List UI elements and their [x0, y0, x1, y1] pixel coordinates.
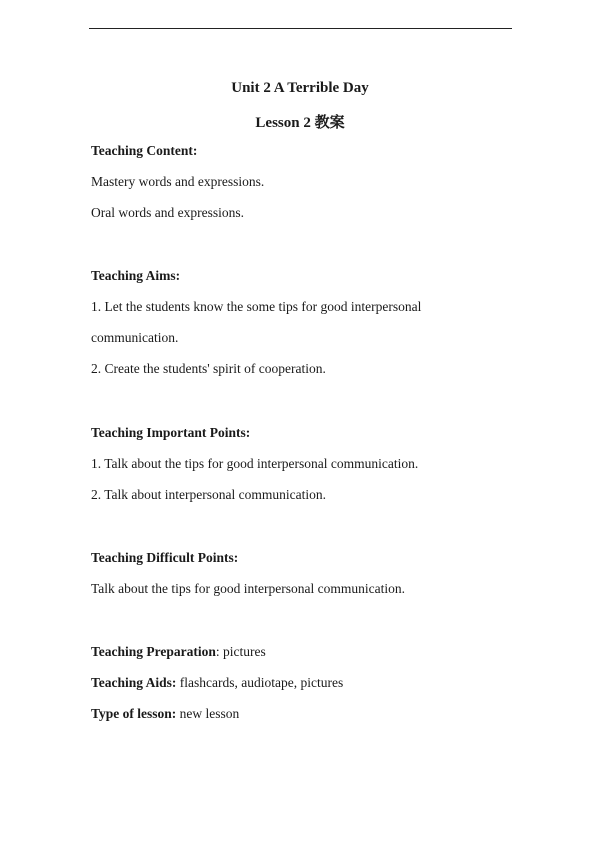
teaching-aids-value: flashcards, audiotape, pictures	[176, 675, 344, 690]
teaching-content-heading: Teaching Content:	[91, 143, 198, 158]
teaching-aids	[91, 675, 343, 691]
difficult-points-heading: Teaching Difficult Points:	[91, 550, 239, 565]
teaching-aims-item: communication.	[91, 330, 179, 345]
teaching-aims-heading: Teaching Aims:	[91, 268, 181, 283]
teaching-aims-item: 1. Let the students know the some tips for good interpersonal	[91, 299, 422, 314]
lesson-type	[91, 706, 239, 722]
document-subtitle: Lesson 2 教案	[255, 115, 345, 131]
document-title: Unit 2 A Terrible Day	[231, 80, 369, 96]
teaching-preparation-label: Teaching Preparation	[91, 644, 216, 659]
teaching-content-item: Mastery words and expressions.	[91, 174, 265, 189]
header-rule	[89, 28, 512, 29]
teaching-aids-label: Teaching Aids:	[91, 675, 177, 690]
teaching-preparation	[91, 644, 266, 660]
teaching-preparation-value: : pictures	[215, 644, 266, 659]
lesson-type-value: new lesson	[176, 706, 240, 721]
important-points-item: 1. Talk about the tips for good interpersonal communication.	[91, 456, 419, 471]
lesson-type-label: Type of lesson:	[91, 706, 177, 721]
difficult-points-item: Talk about the tips for good interpersonal communication.	[91, 581, 405, 596]
important-points-item: 2. Talk about interpersonal communication.	[91, 487, 326, 502]
important-points-heading: Teaching Important Points:	[91, 425, 251, 440]
teaching-aims-item: 2. Create the students' spirit of cooperation.	[91, 361, 326, 376]
teaching-content-item: Oral words and expressions.	[91, 205, 244, 220]
